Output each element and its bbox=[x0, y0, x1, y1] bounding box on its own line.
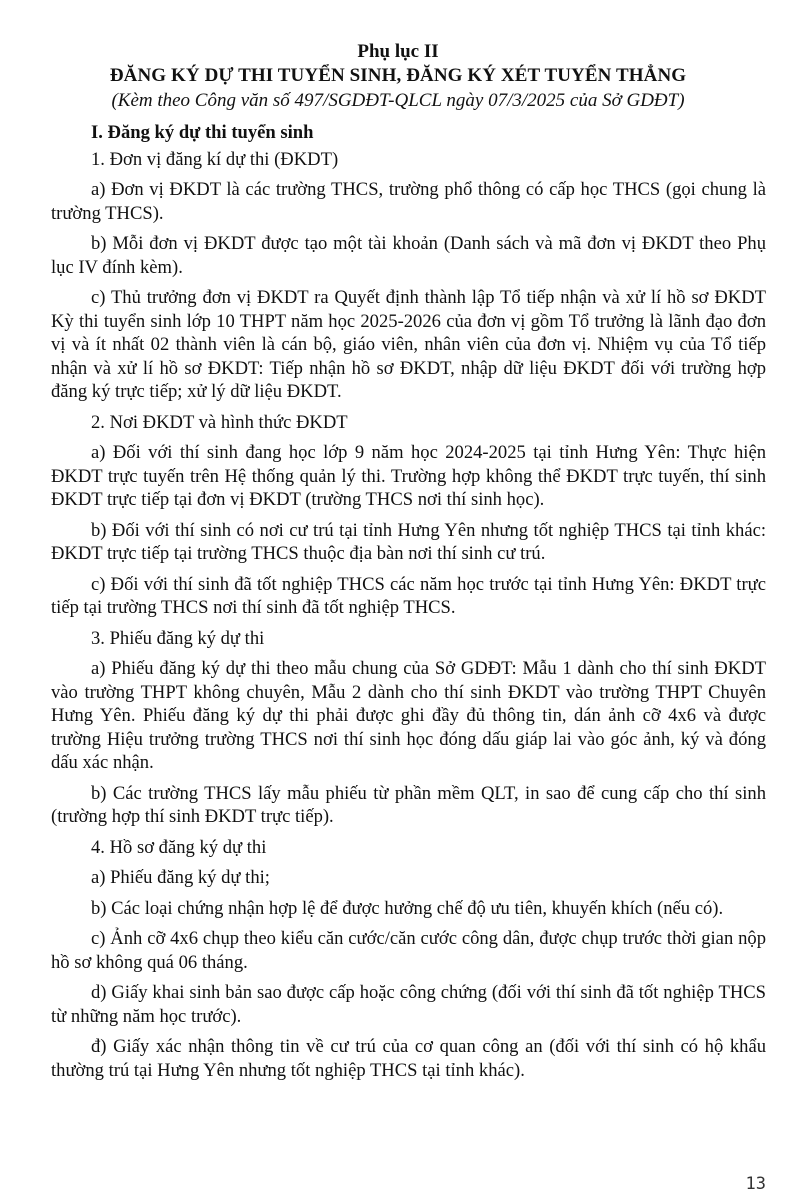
paragraph-4a: a) Phiếu đăng ký dự thi; bbox=[91, 867, 270, 888]
document-body bbox=[51, 121, 766, 1082]
section-heading: I. Đăng ký dự thi tuyển sinh bbox=[91, 122, 314, 143]
paragraph-2b: b) Đối với thí sinh có nơi cư trú tại tỉnh Hưng Yên nhưng tốt nghiệp THCS tại tỉnh khác: ĐKDT trực tiếp tại trường THCS thuộc địa bàn nơi thí sinh cư trú. bbox=[51, 519, 766, 564]
document-subtitle: (Kèm theo Công văn số 497/SGDĐT-QLCL ngày 07/3/2025 của Sở GDĐT) bbox=[111, 90, 685, 111]
document-title: ĐĂNG KÝ DỰ THI TUYỂN SINH, ĐĂNG KÝ XÉT TUYỂN THẲNG bbox=[109, 65, 687, 86]
subheading-2: 2. Nơi ĐKDT và hình thức ĐKDT bbox=[91, 411, 348, 433]
document-header bbox=[0, 40, 796, 114]
appendix-label: Phụ lục II bbox=[357, 41, 439, 62]
subheading-3: 3. Phiếu đăng ký dự thi bbox=[91, 627, 265, 649]
paragraph-2a: a) Đối với thí sinh đang học lớp 9 năm học 2024-2025 tại tỉnh Hưng Yên: Thực hiện ĐKDT trực tuyến trên Hệ thống quản lý thi. Trường hợp không thể ĐKDT trực tuyến, thí sinh ĐKDT trực tiếp tại đơn vị ĐKDT (trường THCS nơi thí sinh học). bbox=[51, 442, 766, 510]
paragraph-3b: b) Các trường THCS lấy mẫu phiếu từ phần mềm QLT, in sao để cung cấp cho thí sinh (trường hợp thí sinh ĐKDT trực tiếp). bbox=[51, 782, 766, 827]
subheading-1: 1. Đơn vị đăng kí dự thi (ĐKDT) bbox=[91, 148, 339, 170]
paragraph-4dd: đ) Giấy xác nhận thông tin về cư trú của cơ quan công an (đối với thí sinh có hộ khẩu thường trú tại Hưng Yên nhưng tốt nghiệp THCS tại tỉnh khác). bbox=[51, 1036, 766, 1081]
paragraph-1b: b) Mỗi đơn vị ĐKDT được tạo một tài khoản (Danh sách và mã đơn vị ĐKDT theo Phụ lục IV đính kèm). bbox=[51, 233, 766, 278]
paragraph-4d: d) Giấy khai sinh bản sao được cấp hoặc công chứng (đối với thí sinh đã tốt nghiệp THCS từ những năm học trước). bbox=[51, 982, 766, 1027]
paragraph-4b: b) Các loại chứng nhận hợp lệ để được hưởng chế độ ưu tiên, khuyến khích (nếu có). bbox=[91, 897, 724, 919]
paragraph-3a: a) Phiếu đăng ký dự thi theo mẫu chung của Sở GDĐT: Mẫu 1 dành cho thí sinh ĐKDT vào trường THPT không chuyên, Mẫu 2 dành cho thí sinh ĐKDT vào trường THPT Chuyên Hưng Yên. Phiếu đăng ký dự thi phải được ghi đầy đủ thông tin, dán ảnh cỡ 4x6 và được trường Hiệu trưởng trường THCS nơi thí sinh học đóng dấu giáp lai vào góc ảnh, ký và đóng dấu xác nhận. bbox=[51, 658, 766, 773]
paragraph-2c: c) Đối với thí sinh đã tốt nghiệp THCS các năm học trước tại tỉnh Hưng Yên: ĐKDT trực tiếp tại trường THCS nơi thí sinh đã tốt nghiệp THCS. bbox=[51, 573, 766, 618]
page-number: 13 bbox=[745, 1174, 766, 1194]
paragraph-1a: a) Đơn vị ĐKDT là các trường THCS, trường phổ thông có cấp học THCS (gọi chung là trường THCS). bbox=[51, 179, 766, 224]
subheading-4: 4. Hồ sơ đăng ký dự thi bbox=[91, 836, 267, 858]
paragraph-4c: c) Ảnh cỡ 4x6 chụp theo kiểu căn cước/căn cước công dân, được chụp trước thời gian nộp hồ sơ không quá 06 tháng. bbox=[51, 928, 766, 973]
paragraph-1c: c) Thủ trưởng đơn vị ĐKDT ra Quyết định thành lập Tổ tiếp nhận và xử lí hồ sơ ĐKDT Kỳ thi tuyển sinh lớp 10 THPT năm học 2025-2026 của đơn vị gồm Tổ trưởng là lãnh đạo đơn vị và ít nhất 02 thành viên là cán bộ, giáo viên, nhân viên của đơn vị. Nhiệm vụ của Tổ tiếp nhận và xử lí hồ sơ ĐKDT: Tiếp nhận hồ sơ ĐKDT, nhập dữ liệu ĐKDT đối với trường hợp đăng ký trực tiếp; xử lý dữ liệu ĐKDT. bbox=[51, 287, 766, 402]
